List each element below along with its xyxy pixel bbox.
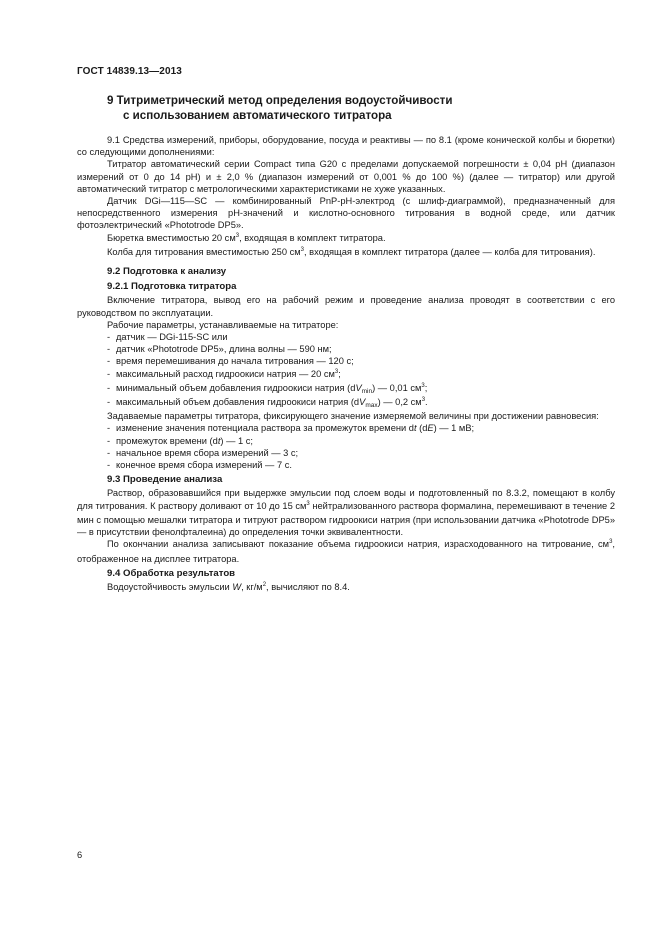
list-item: - начальное время сбора измерений — 3 с; bbox=[107, 447, 299, 458]
section-title-line2: с использованием автоматического титратора bbox=[123, 109, 392, 122]
list-item: - время перемешивания до начала титрования — 120 с; bbox=[107, 356, 354, 367]
subsection-9-3-title: 9.3 Проведение анализа bbox=[107, 474, 223, 486]
flask-text: Колба для титрования вместимостью 250 см bbox=[107, 246, 301, 257]
page-number: 6 bbox=[77, 850, 83, 860]
list-item: - датчик — DGi-115-SC или bbox=[107, 332, 228, 343]
paragraph-fixed-params: Задаваемые параметры титратора, фиксирующего значение измеряемой величины при достижении равновесия: bbox=[107, 411, 599, 422]
paragraph-analysis: Раствор, образовавшийся при выдержке эмульсии под слоем воды и подготовленный по 8.3.2, помещают в колбу для титрования. К раствору доливают от 10 до 15 $см^3$ нейтрализованного раствора формалина, перемешивают в течение 2 мин с помощью мешалки титратора и титруют раствором гидроокиси натрия (при использовании датчика «Phototrode DP5» — в присутствии фенолфталеина) до определения точки эквивалентности. bbox=[77, 488, 615, 538]
section-title-line1: 9 Титриметрический метод определения водоустойчивости bbox=[107, 94, 453, 107]
list-item: - максимальный расход гидроокиси натрия — 20 $см^3$; bbox=[107, 368, 341, 379]
section-title bbox=[107, 93, 615, 123]
flask-sup: 3 bbox=[300, 246, 304, 253]
document-body bbox=[77, 93, 615, 595]
paragraph-9-1-intro: 9.1 Средства измерений, приборы, оборудование, посуда и реактивы — по 8.1 (кроме конической колбы и бюретки) со следующими дополнениями: bbox=[77, 135, 615, 158]
paragraph-analysis-result: По окончании анализа записывают показание объема гидроокиси натрия, израсходованного на титрование, $см^3$, отображенное на дисплее титратора. bbox=[77, 539, 615, 564]
paragraph-params-intro: Рабочие параметры, устанавливаемые на титраторе: bbox=[107, 319, 339, 330]
burette-text: Бюретка вместимостью 20 см bbox=[107, 232, 236, 243]
document-header: ГОСТ 14839.13—2013 bbox=[77, 66, 182, 77]
paragraph-titrator-setup: Включение титратора, вывод его на рабочий режим и проведение анализа проводят в соответствии с его руководством по эксплуатации. bbox=[77, 295, 615, 318]
list-item: - максимальный объем добавления гидроокиси натрия $(dV_{max})$ — 0,2 $см^3$. bbox=[107, 397, 428, 410]
subsection-9-2-1-title: 9.2.1 Подготовка титратора bbox=[107, 281, 237, 293]
burette-sup: 3 bbox=[235, 232, 240, 239]
paragraph-burette bbox=[77, 232, 615, 246]
paragraph-flask bbox=[77, 246, 615, 260]
paragraph-processing: Водоустойчивость эмульсии W, $кг/м^2$, вычисляют по 8.4. bbox=[107, 581, 350, 592]
list-item: - конечное время сбора измерений — 7 с. bbox=[107, 460, 292, 471]
list-item: - промежуток времени (dt) — 1 с; bbox=[107, 435, 253, 446]
burette-text-end: , входящая в комплект титратора. bbox=[239, 232, 386, 243]
list-item: - минимальный объем добавления гидроокиси натрия $(dV_{min})$ — 0,01 $см^3$; bbox=[107, 382, 428, 395]
flask-text-end: , входящая в комплект титратора (далее — колба для титрования). bbox=[303, 246, 596, 257]
subsection-9-4-title: 9.4 Обработка результатов bbox=[107, 567, 236, 579]
list-item: - изменение значения потенциала раствора за промежуток времени dt (dE) — 1 мВ; bbox=[107, 423, 475, 434]
subsection-9-2-title: 9.2 Подготовка к анализу bbox=[107, 266, 227, 278]
list-item: - датчик «Phototrode DP5», длина волны — 590 нм; bbox=[107, 344, 332, 355]
paragraph-sensor: Датчик DGi—115—SC — комбинированный PnP-pH-электрод (с шлиф-диаграммой), предназначенный для непосредственного измерения pH-значений и кислотно-основного титрования в водной среде, или датчик фотоэлектрический «Phototrode DP5». bbox=[77, 196, 615, 231]
paragraph-titrator: Титратор автоматический серии Compact типа G20 с пределами допускаемой погрешности ± 0,04 pH (диапазон измерений от 0 до 14 pH) и ± 2,0 % (диапазон измерений от 0,001 % до 100 %) (далее — титратор) или другой автоматический титратор с метрологическими характеристиками не хуже указанных. bbox=[77, 159, 615, 194]
